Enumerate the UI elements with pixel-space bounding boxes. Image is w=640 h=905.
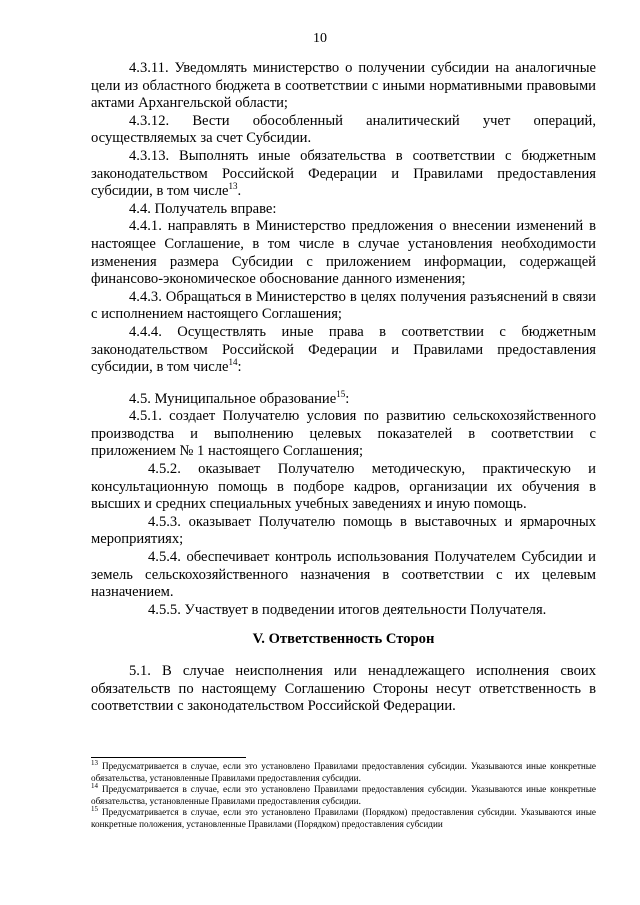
footnote-ref-13: 13 xyxy=(228,181,238,192)
footnote-14: $^{14}$ Предусматривается в случае, если это установлено Правилами предоставления субсидии. Указываются иные конкретные обязательства, установленные Правилами предоставления субсидии. xyxy=(91,782,596,806)
clause-4-5-2: 4.5.2. оказывает Получателю методическую, практическую и консультационную помощь в подборе кадров, организации их обучения в высших и средних специальных учебных заведениях и иную помощь. xyxy=(91,461,596,513)
clause-4-5-3: 4.5.3. оказывает Получателю помощь в выставочных и ярмарочных мероприятиях; xyxy=(91,513,596,548)
clause-4-3-11: 4.3.11. Уведомлять министерство о получении субсидии на аналогичные цели из областного бюджета в соответствии с иными нормативными правовыми актами Архангельской области; xyxy=(91,60,596,112)
footnotes xyxy=(91,758,596,831)
clause-4-5-4: 4.5.4. обеспечивает контроль использования Получателем Субсидии и земель сельскохозяйственного назначения в соответствии с их целевым назначением. xyxy=(91,549,596,601)
page-number: 10 xyxy=(313,31,327,46)
clause-4-4-1: 4.4.1. направлять в Министерство предложения о внесении изменений в настоящее Соглашение, в том числе в случае установления необходимости изменения размера Субсидии с приложением информации, содержащей финансово-экономическое обоснование данного изменения; xyxy=(91,218,596,288)
clause-4-4-4: 4.4.4. Осуществлять иные права в соответствии с бюджетным законодательством Российской Федерации и Правилами предоставления субсидии, в том числе$^{14}$: xyxy=(91,323,596,376)
footnote-divider xyxy=(91,757,246,758)
clause-4-3-13: 4.3.13. Выполнять иные обязательства в соответствии с бюджетным законодательством Российской Федерации и Правилами предоставления субсидии, в том числе$^{13}$. xyxy=(91,147,596,200)
footnote-13: $^{13}$ Предусматривается в случае, если это установлено Правилами предоставления субсидии. Указываются иные конкретные обязательства, установленные Правилами предоставления субсидии. xyxy=(91,758,596,783)
document-body xyxy=(91,60,596,716)
clause-4-3-12: 4.3.12. Вести обособленный аналитический учет операций, осуществляемых за счет Субсидии. xyxy=(91,112,596,147)
footnote-ref-14: 14 xyxy=(228,357,238,368)
clause-5-1: 5.1. В случае неисполнения или ненадлежащего исполнения своих обязательств по настоящему Соглашению Стороны несут ответственность в соответствии с законодательством Российской Федерации. xyxy=(91,663,596,715)
clause-4-4: 4.4. Получатель вправе: xyxy=(129,200,277,217)
clause-4-5: 4.5. Муниципальное образование$^{15}$: xyxy=(129,388,350,407)
footnote-15: $^{15}$ Предусматривается в случае, если это установлено Правилами (Порядком) предоставления субсидии. Указываются иные конкретные положения, установленные Правилами (Порядком) предоставления субсидии xyxy=(91,805,596,829)
clause-4-5-1: 4.5.1. создает Получателю условия по развитию сельскохозяйственного производства и выполнению целевых показателей в соответствии с приложением № 1 настоящего Соглашения; xyxy=(91,408,596,460)
clause-4-4-3: 4.4.3. Обращаться в Министерство в целях получения разъяснений в связи с исполнением настоящего Соглашения; xyxy=(91,288,596,323)
clause-4-5-5: 4.5.5. Участвует в подведении итогов деятельности Получателя. xyxy=(148,601,547,618)
footnote-ref-15: 15 xyxy=(336,388,346,399)
section-heading: V. Ответственность Сторон xyxy=(252,631,435,648)
